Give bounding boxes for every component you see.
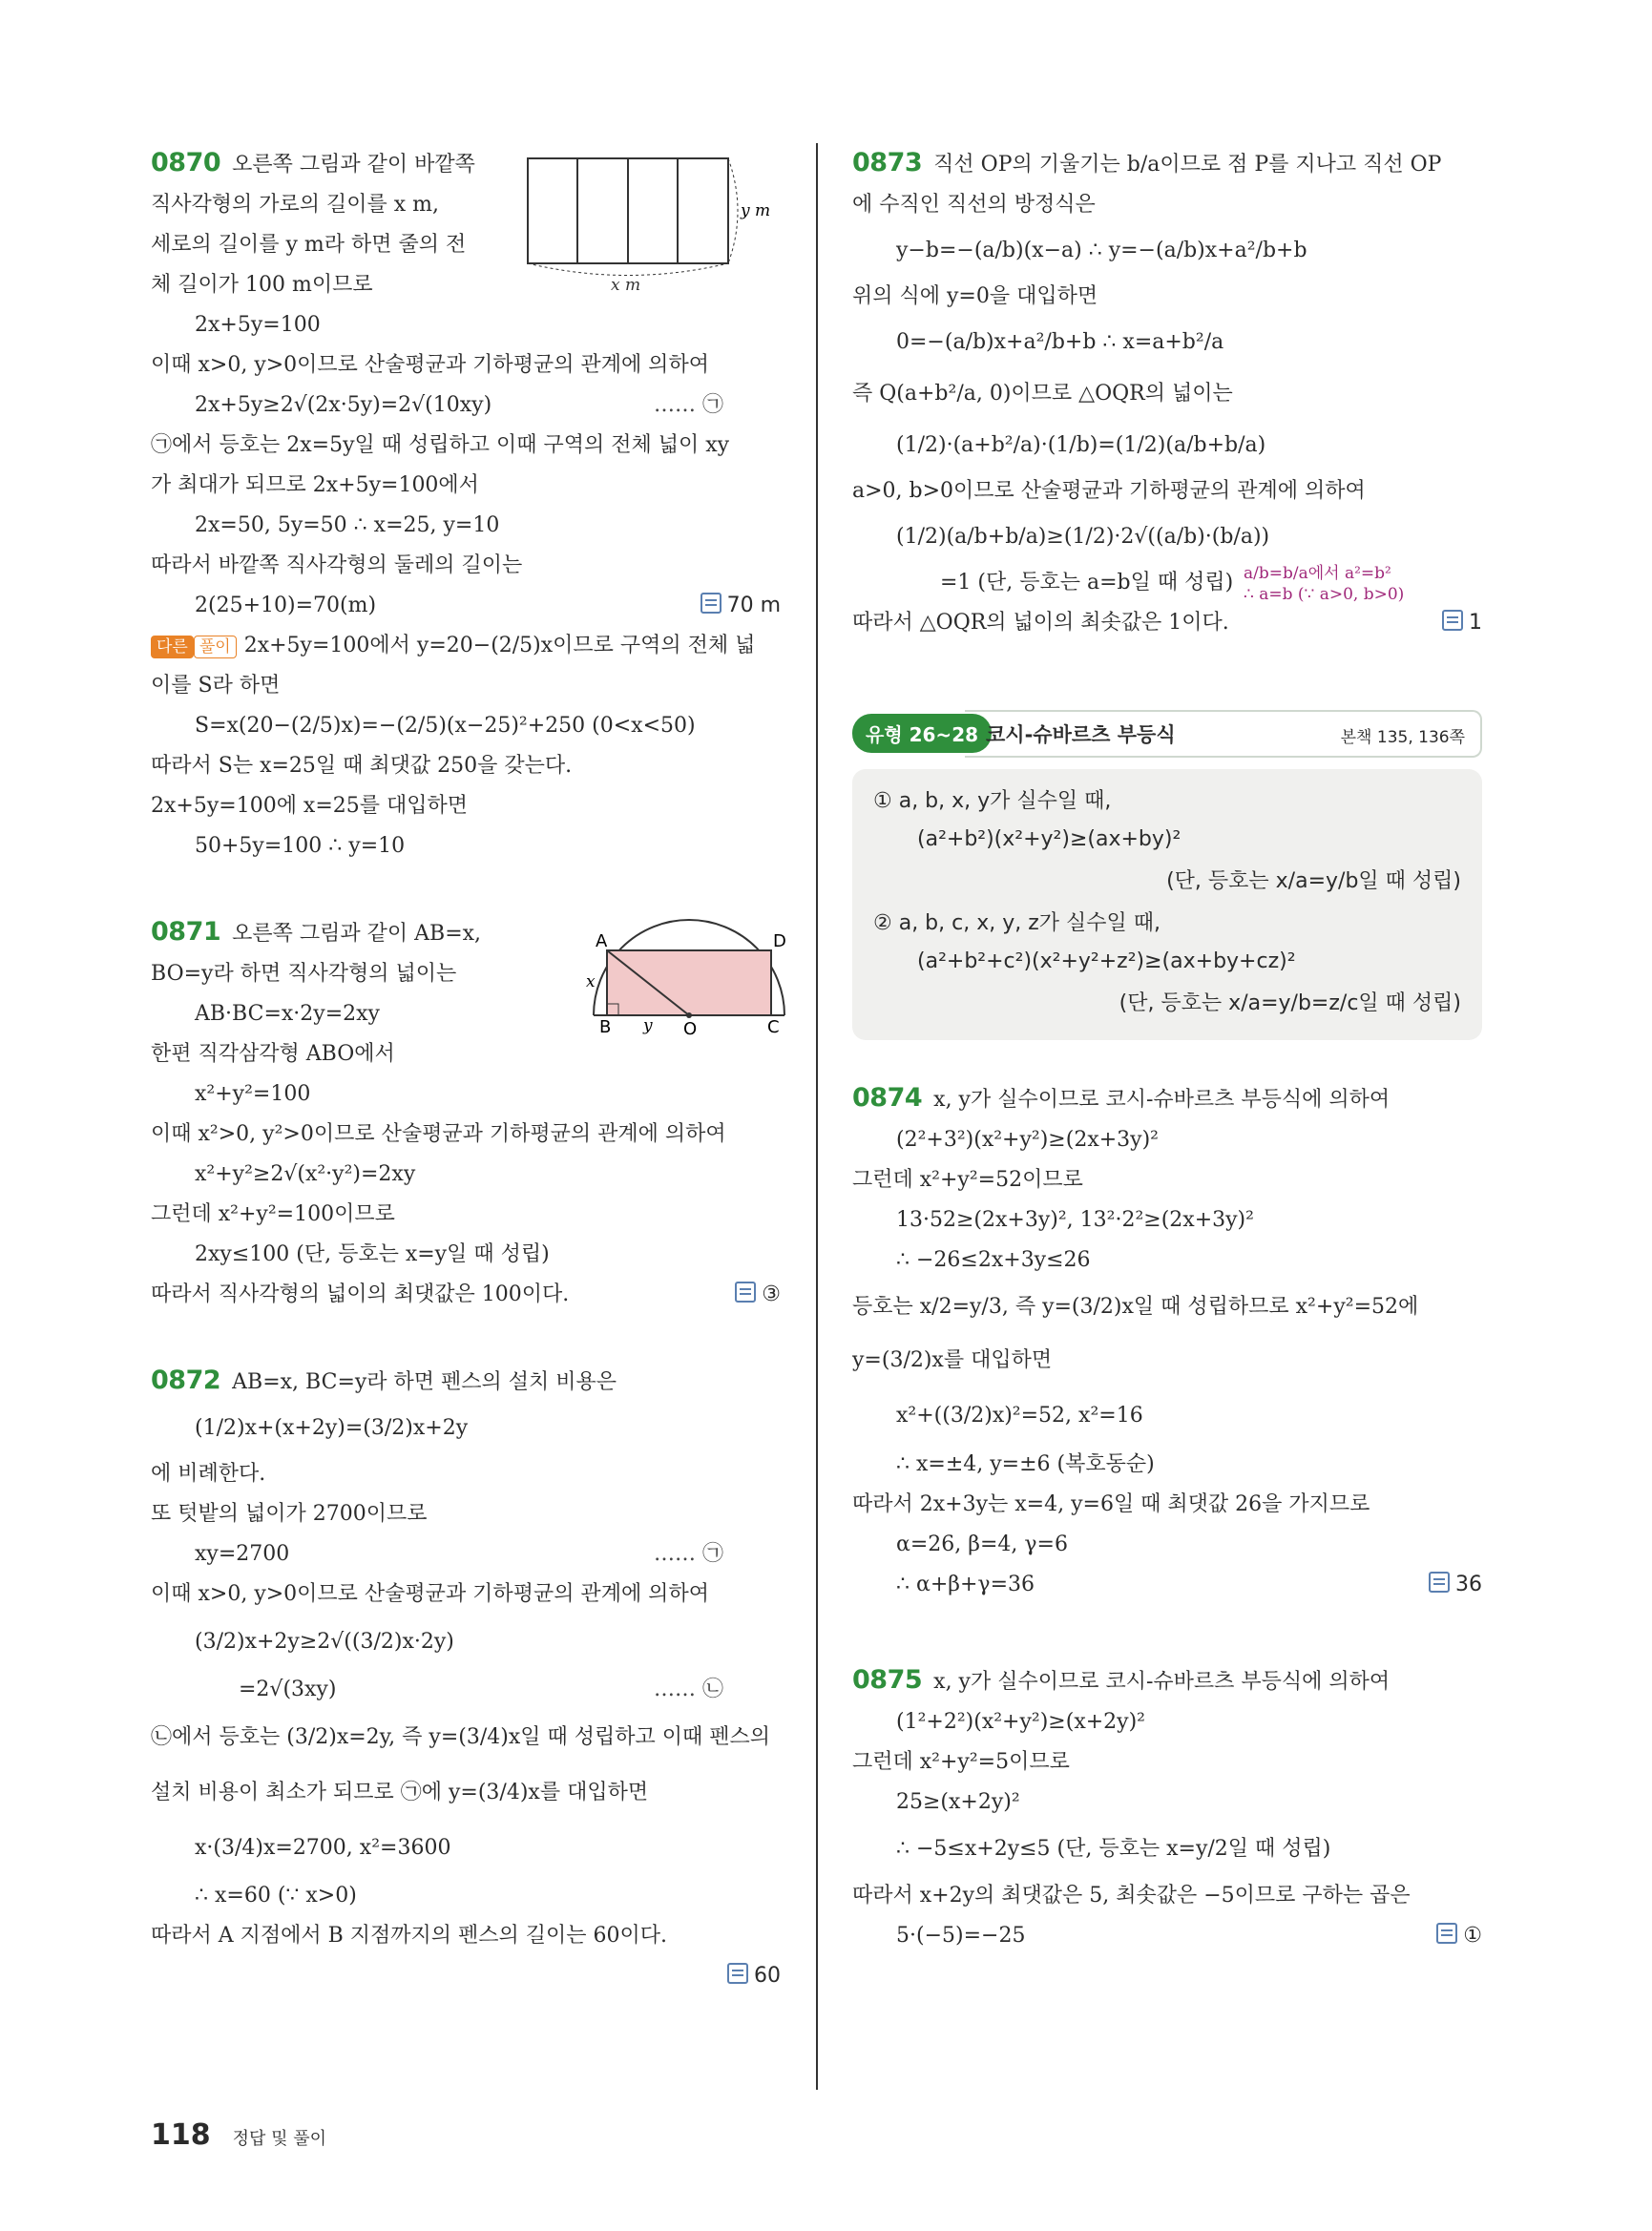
math-line: ∴ x=±4, y=±6 (복호동순) <box>896 1452 1155 1476</box>
side-note-line: ∴ a=b (∵ a>0, b>0) <box>1244 585 1405 604</box>
left-column <box>151 143 786 2027</box>
text-line: 위의 식에 y=0을 대입하면 <box>852 284 1098 308</box>
text-line: 따라서 바깥쪽 직사각형의 둘레의 길이는 <box>151 553 523 577</box>
answer-0873: 1 <box>1442 603 1482 643</box>
section-reference: 본책 135, 136쪽 <box>1340 728 1465 747</box>
text-line: 에 비례한다. <box>151 1462 266 1486</box>
alt-solution-badge: 다른 <box>151 636 194 658</box>
math-line: 2xy≤100 (단, 등호는 x=y일 때 성립) <box>195 1242 550 1266</box>
answer-0872: 60 <box>727 1956 781 1996</box>
answer-icon <box>1429 1572 1450 1593</box>
text-line: AB=x, BC=y라 하면 펜스의 설치 비용은 <box>232 1370 617 1394</box>
text-line: 그런데 x²+y²=5이므로 <box>852 1750 1070 1774</box>
text-line: 오른쪽 그림과 같이 바깥쪽 <box>232 153 475 177</box>
math-line: x·(3/4)x=2700, x²=3600 <box>195 1836 451 1860</box>
problem-number: 0872 <box>151 1366 221 1395</box>
fig-label-O: O <box>683 1019 698 1036</box>
text-line: 이때 x>0, y>0이므로 산술평균과 기하평균의 관계에 의하여 <box>151 1582 709 1606</box>
equation-mark: …… ㉡ <box>654 1678 723 1701</box>
text-line: ㉠에서 등호는 2x=5y일 때 성립하고 이때 구역의 전체 넓이 xy <box>151 433 730 457</box>
fig-label-C: C <box>767 1017 780 1036</box>
problem-0871 <box>151 912 786 1315</box>
right-column <box>852 143 1482 1987</box>
theorem-box <box>852 769 1482 1040</box>
fig-label-x: x <box>586 972 596 991</box>
text-line: 따라서 직사각형의 넓이의 최댓값은 100이다. <box>151 1282 570 1306</box>
math-line: (1/2)·(a+b²/a)·(1/b)=(1/2)(a/b+b/a) <box>896 433 1266 457</box>
fig-label-A: A <box>596 931 608 951</box>
math-line: ∴ −5≤x+2y≤5 (단, 등호는 x=y/2일 때 성립) <box>896 1837 1331 1861</box>
problem-number: 0871 <box>151 917 221 947</box>
answer-icon <box>727 1963 748 1984</box>
answer-icon <box>1442 610 1463 631</box>
math-line: 5·(−5)=−25 <box>896 1924 1026 1948</box>
math-line: (1²+2²)(x²+y²)≥(x+2y)² <box>896 1710 1145 1734</box>
text-line: 오른쪽 그림과 같이 AB=x, <box>232 922 482 946</box>
math-line: ∴ x=60 (∵ x>0) <box>195 1884 357 1908</box>
text-line: 2x+5y=100에서 y=20−(2/5)x이므로 구역의 전체 넓 <box>243 634 756 657</box>
text-line: x, y가 실수이므로 코시-슈바르츠 부등식에 의하여 <box>933 1088 1391 1112</box>
problem-0870 <box>151 143 781 866</box>
text-line: 직사각형의 가로의 길이를 x m, <box>151 193 440 217</box>
equation-mark: …… ㉠ <box>654 393 723 417</box>
math-line: 2x+5y=100 <box>195 313 321 337</box>
text-line: 즉 Q(a+b²/a, 0)이므로 △OQR의 넓이는 <box>852 382 1233 406</box>
math-line: (2²+3²)(x²+y²)≥(2x+3y)² <box>896 1128 1159 1152</box>
math-line: 50+5y=100 ∴ y=10 <box>195 834 406 858</box>
text-line: ㉡에서 등호는 (3/2)x=2y, 즉 y=(3/4)x일 때 성립하고 이때 펜스의 <box>151 1725 770 1749</box>
fig-label-y: y <box>643 1016 653 1035</box>
text-line: 에 수직인 직선의 방정식은 <box>852 193 1096 217</box>
math-line: (1/2)x+(x+2y)=(3/2)x+2y <box>195 1416 469 1440</box>
text-line: BO=y라 하면 직사각형의 넓이는 <box>151 962 457 986</box>
text-line: a>0, b>0이므로 산술평균과 기하평균의 관계에 의하여 <box>852 479 1366 503</box>
problem-0875 <box>852 1660 1482 1956</box>
side-note-line: a/b=b/a에서 a²=b² <box>1244 564 1391 583</box>
answer-icon <box>701 593 721 614</box>
math-line: ∴ −26≤2x+3y≤26 <box>896 1248 1091 1272</box>
text-line: x, y가 실수이므로 코시-슈바르츠 부등식에 의하여 <box>933 1670 1391 1694</box>
math-line: 2x=50, 5y=50 ∴ x=25, y=10 <box>195 513 500 537</box>
math-line: ∴ α+β+γ=36 <box>896 1573 1035 1596</box>
text-line: 직선 OP의 기울기는 b/a이므로 점 P를 지나고 직선 OP <box>933 153 1442 177</box>
problem-number: 0874 <box>852 1083 923 1113</box>
text-line: 따라서 x+2y의 최댓값은 5, 최솟값은 −5이므로 구하는 곱은 <box>852 1884 1411 1908</box>
text-line: 이를 S라 하면 <box>151 674 281 698</box>
section-tag: 유형 26~28 <box>852 714 992 753</box>
box-line: (a²+b²+c²)(x²+y²+z²)≥(ax+by+cz)² <box>917 949 1296 973</box>
math-line: α=26, β=4, γ=6 <box>896 1533 1068 1556</box>
footer-label: 정답 및 풀이 <box>232 2129 327 2149</box>
section-header <box>852 710 1482 756</box>
fig-label-D: D <box>773 931 786 951</box>
answer-icon <box>735 1282 756 1303</box>
problem-0874 <box>852 1078 1482 1605</box>
text-line: 또 텃밭의 넓이가 2700이므로 <box>151 1502 428 1526</box>
math-line: x²+y²≥2√(x²·y²)=2xy <box>195 1162 416 1186</box>
math-line: =1 (단, 등호는 a=b일 때 성립) <box>940 571 1234 594</box>
page-number: 118 <box>151 2118 211 2152</box>
equation-mark: …… ㉠ <box>654 1542 723 1566</box>
math-line: S=x(20−(2/5)x)=−(2/5)(x−25)²+250 (0<x<50) <box>195 714 696 738</box>
text-line: 설치 비용이 최소가 되므로 ㉠에 y=(3/4)x를 대입하면 <box>151 1781 649 1804</box>
math-line: xy=2700 <box>195 1542 290 1566</box>
problem-number: 0873 <box>852 148 923 177</box>
text-line: 따라서 A 지점에서 B 지점까지의 펜스의 길이는 60이다. <box>151 1924 668 1948</box>
math-line: =2√(3xy) <box>239 1678 337 1701</box>
text-line: 이때 x>0, y>0이므로 산술평균과 기하평균의 관계에 의하여 <box>151 353 709 377</box>
text-line: 따라서 2x+3y는 x=4, y=6일 때 최댓값 26을 가지므로 <box>852 1492 1370 1516</box>
math-line: 2x+5y≥2√(2x·5y)=2√(10xy) <box>195 393 492 417</box>
box-line: ② a, b, c, x, y, z가 실수일 때, <box>873 911 1161 935</box>
fig-label-ym: y m <box>741 201 771 220</box>
math-line: (1/2)(a/b+b/a)≥(1/2)·2√((a/b)·(b/a)) <box>896 525 1270 549</box>
math-line: 2(25+10)=70(m) <box>195 594 377 617</box>
page-footer <box>151 2118 326 2152</box>
problem-number: 0875 <box>852 1665 923 1695</box>
box-line: (단, 등호는 x/a=y/b=z/c일 때 성립) <box>1119 991 1461 1015</box>
text-line: 체 길이가 100 m이므로 <box>151 273 373 297</box>
text-line: 한편 직각삼각형 ABO에서 <box>151 1042 395 1066</box>
math-line: (3/2)x+2y≥2√((3/2)x·2y) <box>195 1630 454 1654</box>
text-line: 등호는 x/2=y/3, 즉 y=(3/2)x일 때 성립하므로 x²+y²=52에 <box>852 1295 1419 1319</box>
problem-0873 <box>852 143 1482 643</box>
problem-number: 0870 <box>151 148 221 177</box>
text-line: 가 최대가 되므로 2x+5y=100에서 <box>151 473 479 497</box>
box-line: (a²+b²)(x²+y²)≥(ax+by)² <box>917 827 1181 851</box>
text-line: 따라서 △OQR의 넓이의 최솟값은 1이다. <box>852 611 1229 635</box>
box-line: ① a, b, x, y가 실수일 때, <box>873 789 1112 813</box>
answer-0870: 70 m <box>701 586 781 626</box>
text-line: 세로의 길이를 y m라 하면 줄의 전 <box>151 233 467 257</box>
text-line: 따라서 S는 x=25일 때 최댓값 250을 갖는다. <box>151 754 573 778</box>
math-line: x²+y²=100 <box>195 1082 311 1106</box>
math-line: 0=−(a/b)x+a²/b+b ∴ x=a+b²/a <box>896 330 1224 354</box>
answer-icon <box>1436 1923 1457 1944</box>
text-line: 이때 x²>0, y²>0이므로 산술평균과 기하평균의 관계에 의하여 <box>151 1122 726 1146</box>
fig-label-B: B <box>599 1017 612 1036</box>
math-line: x²+((3/2)x)²=52, x²=16 <box>896 1404 1143 1428</box>
column-divider <box>816 143 818 2090</box>
text-line: y=(3/2)x를 대입하면 <box>852 1348 1053 1372</box>
section-title: 코시-슈바르츠 부등식 <box>986 723 1176 746</box>
math-line: y−b=−(a/b)(x−a) ∴ y=−(a/b)x+a²/b+b <box>896 239 1307 262</box>
problem-0872 <box>151 1361 781 1996</box>
answer-0874: 36 <box>1429 1565 1482 1605</box>
box-line: (단, 등호는 x/a=y/b일 때 성립) <box>1166 869 1461 893</box>
math-line: 25≥(x+2y)² <box>896 1790 1020 1814</box>
text-line: 그런데 x²+y²=52이므로 <box>852 1168 1083 1192</box>
alt-solution-badge-2: 풀이 <box>194 636 237 658</box>
answer-0875: ① <box>1436 1916 1482 1956</box>
math-line: 13·52≥(2x+3y)², 13²·2²≥(2x+3y)² <box>896 1208 1254 1232</box>
answer-0871: ③ <box>735 1275 781 1315</box>
text-line: 2x+5y=100에 x=25를 대입하면 <box>151 794 469 818</box>
math-line: AB·BC=x·2y=2xy <box>195 1002 380 1026</box>
text-line: 그런데 x²+y²=100이므로 <box>151 1202 395 1226</box>
fig-label-xm: x m <box>611 276 641 292</box>
